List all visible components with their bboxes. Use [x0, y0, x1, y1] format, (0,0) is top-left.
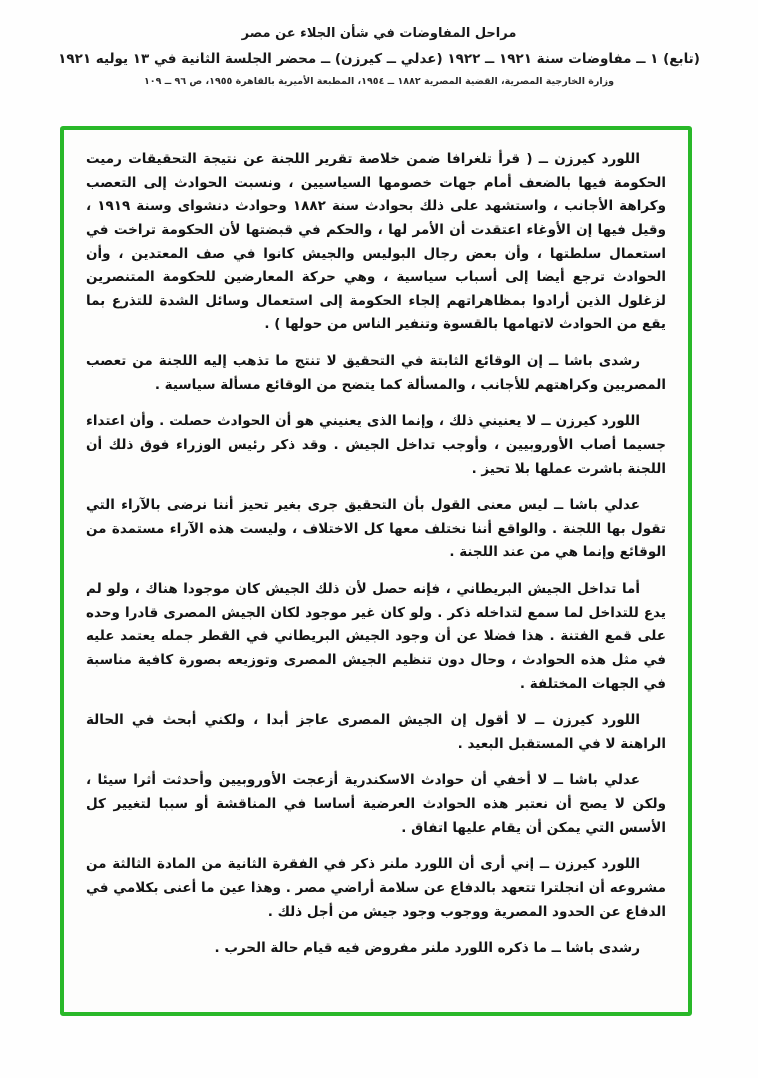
paragraph: اللورد كيرزن ــ لا يعنيني ذلك ، وإنما الذى يعنيني هو أن الحوادث حصلت . وأن اعتداء جسيما أصاب الأوروبيين ، وأوجب تداخل الجيش . وقد ذكر رئيس الوزراء فوق ذلك أن اللجنة باشرت عملها بلا تحيز . [86, 413, 666, 477]
paragraph: عدلي باشا ــ لا أخفي أن حوادث الاسكندرية أزعجت الأوروبيين وأحدثت أثرا سيئا ، ولكن لا يصح أن نعتبر هذه الحوادث العرضية أساسا في المناقشة أو سببا لتغيير كل الأسس التي يمكن أن يقام عليها اتفاق . [86, 772, 666, 836]
paragraph: رشدى باشا ــ إن الوقائع الثابتة في التحقيق لا تنتج ما تذهب إليه اللجنة من تعصب المصريين وكراهتهم للأجانب ، والمسألة كما يتضح من الوقائع مسألة سياسية . [86, 353, 666, 393]
paragraph: اللورد كيرزن ــ لا أقول إن الجيش المصرى عاجز أبدا ، ولكني أبحث في الحالة الراهنة لا في المستقبل البعيد . [86, 712, 666, 752]
document-title: مراحل المفاوضات في شأن الجلاء عن مصر [241, 26, 517, 41]
highlighted-text-frame [60, 126, 692, 1016]
paragraph: اللورد كيرزن ــ إني أرى أن اللورد ملنر ذكر في الفقرة الثانية من المادة الثالثة من مشروعه أن انجلترا تتعهد بالدفاع عن سلامة أراضي مصر . وهذا عين ما أعنى بكلامي في الدفاع عن الحدود المصرية ووجوب وجود جيش من أجل ذلك . [86, 856, 666, 920]
paragraph: عدلي باشا ــ ليس معنى القول بأن التحقيق جرى بغير تحيز أننا نرضى بالآراء التي تقول بها اللجنة . والواقع أننا نختلف معها كل الاختلاف ، وليست هذه الآراء مستمدة من الوقائع وإنما هي من عند اللجنة . [86, 497, 666, 561]
paragraph: اللورد كيرزن ــ ( قرأ تلغرافا ضمن خلاصة تقرير اللجنة عن نتيجة التحقيقات رميت الحكومة فيها بالضعف أمام جهات خصومها السياسيين ، ونسبت الحوادث إلى التعصب وكراهة الأجانب ، واستشهد على ذلك بحوادث سنة ١٨٨٢ وحوادث دنشواى وسنة ١٩١٩ ، وقيل فيها إن الأوغاء اعتقدت أن الأمر لها ، والحكم في قبضتها لأن الحكومة تراخت في استعمال سلطتها ، وأن بعض رجال البوليس والجيش كانوا في صف المعتدين ، وأن الحوادث ترجع أيضا إلى أسباب سياسية ، وهي حركة المعارضين للحكومة المتنصرين لزغلول الذين أرادوا بمظاهراتهم إلجاء الحكومة إلى استعمال وسائل الشدة للتذرع بما يقع من الحوادث لاتهامها بالقسوة وتنفير الناس من حولها ) . [86, 151, 666, 333]
paragraph: أما تداخل الجيش البريطاني ، فإنه حصل لأن ذلك الجيش كان موجودا هناك ، ولو لم يدع للتداخل لما سمع لتداخله ذكر . ولو كان غير موجود لكان الجيش المصرى قادرا وحده على قمع الفتنة . هذا فضلا عن أن وجود الجيش البريطاني في القطر جمله يعتمد عليه في مثل هذه الحوادث ، وحال دون تنظيم الجيش المصرى وتوزيعه بصورة كافية مناسبة في الجهات المختلفة . [86, 581, 666, 692]
document-header [0, 0, 758, 87]
document-source-citation: وزارة الخارجية المصرية، القضية المصرية ١٨٨٢ ــ ١٩٥٤، المطبعة الأميرية بالقاهرة ١٩٥٥، ص ٩٦ ــ ١٠٩ [144, 76, 614, 87]
paragraph: رشدى باشا ــ ما ذكره اللورد ملنر مفروض فيه قيام حالة الحرب . [214, 940, 640, 957]
document-subtitle: (تابع) ١ ــ مفاوضات سنة ١٩٢١ ــ ١٩٢٢ (عدلي ــ كيرزن) ــ محضر الجلسة الثانية في ١٣ يوليه ١٩٢١ [58, 51, 700, 67]
